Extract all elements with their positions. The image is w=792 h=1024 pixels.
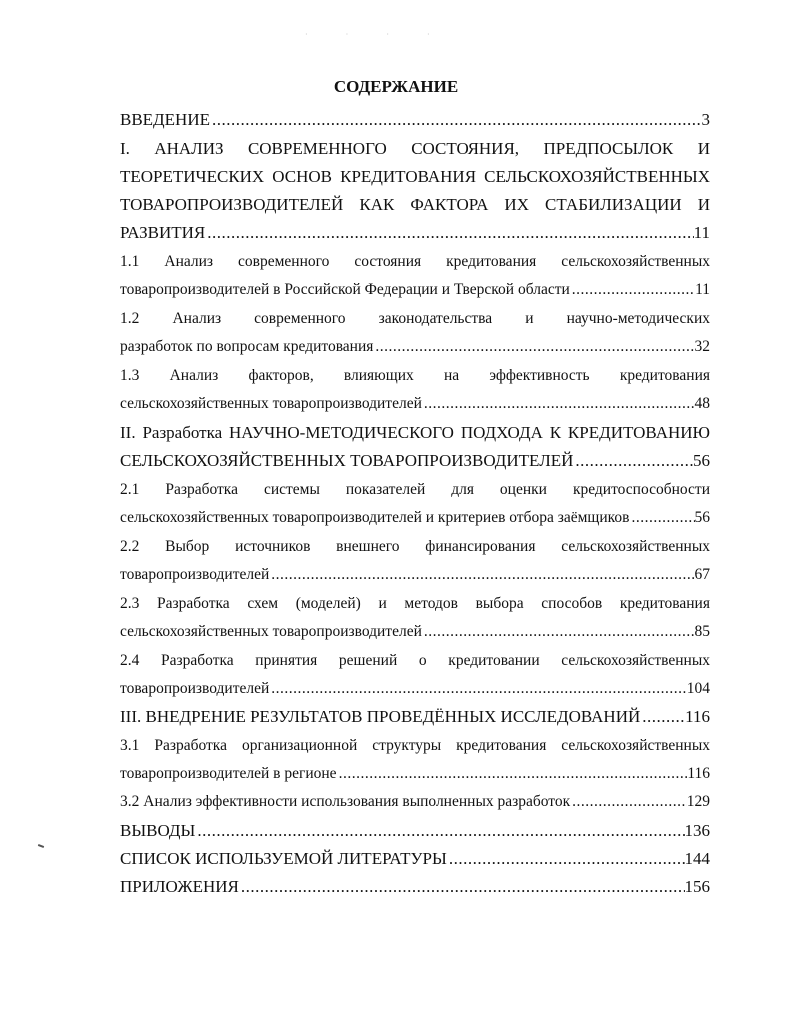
toc-entry-2-2-last	[120, 565, 710, 585]
toc-page-number: 67	[694, 566, 710, 583]
toc-entry-text: разработок по вопросам кредитования	[120, 338, 374, 355]
toc-entry-2-1-line: 2.1 Разработка системы показателей для оценки кредитоспособности	[120, 481, 710, 498]
toc-page-number: 32	[694, 338, 710, 355]
toc-entry-1-2-last	[120, 337, 710, 357]
toc-entry-text: ВВЕДЕНИЕ	[120, 110, 210, 129]
toc-entry-text: товаропроизводителей в Российской Федерации и Тверской области	[120, 281, 570, 298]
toc-leader-dots	[239, 877, 685, 897]
toc-entry-text: III. ВНЕДРЕНИЕ РЕЗУЛЬТАТОВ ПРОВЕДЁННЫХ ИССЛЕДОВАНИЙ	[120, 707, 641, 726]
toc-leader-dots	[195, 821, 684, 841]
page-title: СОДЕРЖАНИЕ	[333, 77, 459, 96]
toc-page-number: 129	[686, 793, 710, 810]
toc-entry-text: ВЫВОДЫ	[120, 821, 196, 840]
scan-mark	[38, 844, 44, 848]
toc-page-number: 116	[685, 707, 710, 726]
toc-entry-1-3-last	[120, 394, 710, 414]
toc-leader-dots	[373, 337, 694, 357]
toc-entry-1-3-line: 1.3 Анализ факторов, влияющих на эффективность кредитования	[120, 367, 710, 384]
toc-leader-dots	[210, 110, 702, 130]
toc-entry-text: сельскохозяйственных товаропроизводителей и критериев отбора заёмщиков	[120, 509, 630, 526]
toc-entry-2-3-line: 2.3 Разработка схем (моделей) и методов выбора способов кредитования	[120, 595, 710, 612]
toc-entry-1-1-line: 1.1 Анализ современного состояния кредитования сельскохозяйственных	[120, 253, 710, 270]
toc-leader-dots	[629, 508, 694, 528]
toc-entry-1-2-line: 1.2 Анализ современного законодательства и научно-методических	[120, 310, 710, 327]
toc-entry-text: сельскохозяйственных товаропроизводителей	[120, 623, 422, 640]
toc-leader-dots	[422, 394, 695, 414]
toc-entry-2-4-line: 2.4 Разработка принятия решений о кредитовании сельскохозяйственных	[120, 652, 710, 669]
toc-entry-2-2-line: 2.2 Выбор источников внешнего финансирования сельскохозяйственных	[120, 538, 710, 555]
toc-entry-text: товаропроизводителей	[120, 680, 270, 697]
toc-entry-chapter-2-last	[120, 451, 710, 471]
toc-entry-chapter-3	[120, 707, 710, 727]
toc-leader-dots	[422, 622, 695, 642]
toc-entry-text: товаропроизводителей в регионе	[120, 765, 337, 782]
toc-entry-2-4-last	[120, 679, 710, 699]
toc-page-number: 144	[684, 849, 710, 868]
toc-entry-text: товаропроизводителей	[120, 566, 270, 583]
toc-leader-dots	[570, 792, 687, 812]
toc-entry-2-1-last	[120, 508, 710, 528]
toc-page-number: 11	[693, 223, 710, 242]
toc-entry-text: РАЗВИТИЯ	[120, 223, 206, 242]
toc-page-number: 48	[694, 395, 710, 412]
toc-entry-text: сельскохозяйственных товаропроизводителей	[120, 395, 422, 412]
toc-page-number: 56	[694, 509, 710, 526]
toc-leader-dots	[269, 565, 694, 585]
toc-leader-dots	[570, 280, 695, 300]
toc-page-number: 85	[694, 623, 710, 640]
toc-entry-text: ПРИЛОЖЕНИЯ	[120, 877, 239, 896]
toc-page-number: 56	[693, 451, 710, 470]
toc-entry-chapter-2-line: II. Разработка НАУЧНО-МЕТОДИЧЕСКОГО ПОДХОДА К КРЕДИТОВАНИЮ	[120, 423, 710, 442]
toc-page-number: 3	[701, 110, 710, 129]
toc-entry-text: СПИСОК ИСПОЛЬЗУЕМОЙ ЛИТЕРАТУРЫ	[120, 849, 447, 868]
toc-entry-chapter-1-line: ТЕОРЕТИЧЕСКИХ ОСНОВ КРЕДИТОВАНИЯ СЕЛЬСКОХОЗЯЙСТВЕННЫХ	[120, 167, 710, 186]
toc-page-number: 104	[686, 680, 710, 697]
toc-entry-text: 3.2 Анализ эффективности использования выполненных разработок	[120, 793, 571, 810]
toc-leader-dots	[205, 223, 693, 243]
toc-leader-dots	[269, 679, 686, 699]
toc-page-number: 136	[684, 821, 710, 840]
toc-entry-conclusions	[120, 821, 710, 841]
toc-entry-text: СЕЛЬСКОХОЗЯЙСТВЕННЫХ ТОВАРОПРОИЗВОДИТЕЛЕЙ	[120, 451, 574, 470]
toc-leader-dots	[337, 764, 688, 784]
toc-entry-3-2	[120, 792, 710, 812]
toc-leader-dots	[447, 849, 685, 869]
toc-page-number: 116	[687, 765, 710, 782]
toc-entry-3-1-last	[120, 764, 710, 784]
toc-leader-dots	[640, 707, 685, 727]
toc-entry-1-1-last	[120, 280, 710, 300]
toc-entry-chapter-1-last	[120, 223, 710, 243]
toc-page-number: 11	[695, 281, 710, 298]
toc-entry-3-1-line: 3.1 Разработка организационной структуры кредитования сельскохозяйственных	[120, 737, 710, 754]
toc-page-number: 156	[684, 877, 710, 896]
scan-specks: · · · ·	[305, 30, 448, 39]
toc-entry-chapter-1-line: ТОВАРОПРОИЗВОДИТЕЛЕЙ КАК ФАКТОРА ИХ СТАБИЛИЗАЦИИ И	[120, 195, 710, 214]
toc-entry-appendices	[120, 877, 710, 897]
toc-leader-dots	[573, 451, 693, 471]
toc-entry-chapter-1-line: I. АНАЛИЗ СОВРЕМЕННОГО СОСТОЯНИЯ, ПРЕДПОСЫЛОК И	[120, 139, 710, 158]
toc-entry-references	[120, 849, 710, 869]
toc-entry-introduction	[120, 110, 710, 130]
toc-entry-2-3-last	[120, 622, 710, 642]
